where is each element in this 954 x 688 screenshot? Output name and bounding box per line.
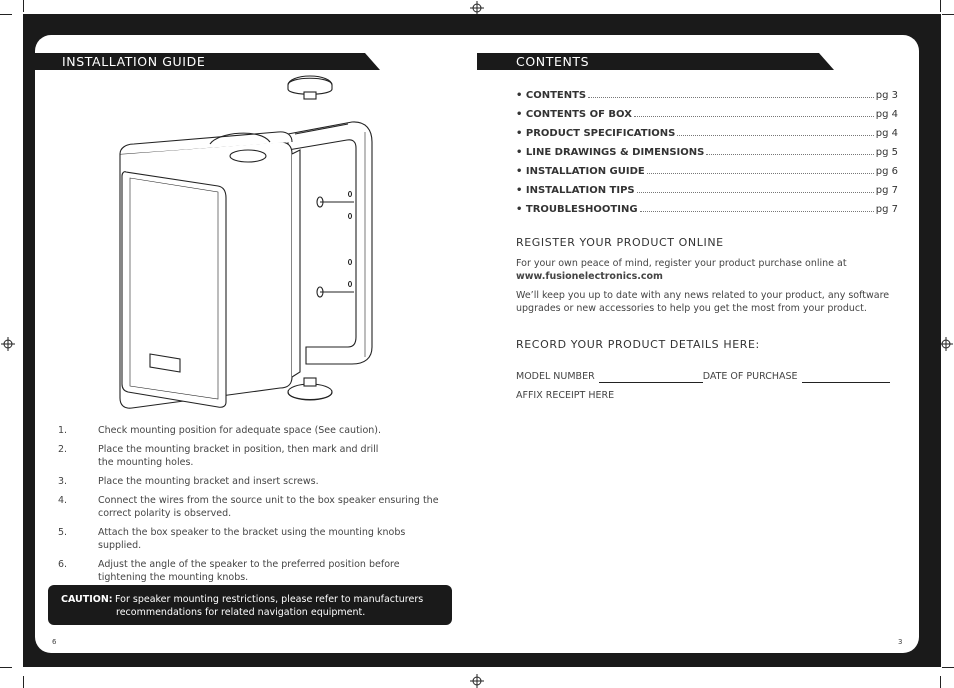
step-text: Place the mounting bracket and insert screws. (98, 476, 319, 487)
toc-page: pg 3 (875, 90, 898, 101)
toc-leader (647, 173, 874, 174)
list-item (58, 558, 443, 584)
step-number: 2. (58, 444, 68, 455)
list-item (58, 475, 443, 488)
toc-page: pg 7 (875, 204, 898, 215)
toc-label: • LINE DRAWINGS & DIMENSIONS (516, 147, 705, 158)
crop-mark (942, 14, 954, 15)
speaker-bracket-illustration (110, 72, 380, 417)
caution-box (48, 585, 452, 625)
step-number: 1. (58, 425, 68, 436)
toc-label: • CONTENTS OF BOX (516, 109, 632, 120)
crop-mark (0, 14, 12, 15)
model-number-field[interactable] (599, 370, 703, 383)
list-item (58, 526, 443, 552)
toc-leader (588, 97, 874, 98)
toc-leader (706, 154, 873, 155)
toc-leader (634, 116, 874, 117)
step-number: 3. (58, 476, 68, 487)
model-number-label: MODEL NUMBER (516, 371, 595, 382)
page-number-left: 6 (52, 638, 57, 646)
toc-entry[interactable] (516, 147, 898, 166)
toc-label: • INSTALLATION GUIDE (516, 166, 645, 177)
page-title: INSTALLATION GUIDE (62, 54, 206, 69)
list-item (58, 424, 443, 437)
affix-receipt-label: AFFIX RECEIPT HERE (516, 390, 615, 401)
toc-leader (640, 211, 874, 212)
step-text: Check mounting position for adequate space (See caution). (98, 425, 382, 436)
date-of-purchase-label: DATE OF PURCHASE (702, 371, 798, 382)
caution-label: CAUTION: (61, 594, 113, 605)
list-item (58, 443, 388, 469)
toc-entry[interactable] (516, 185, 898, 204)
register-info-line-1: We’ll keep you up to date with any news related to your product, any software (516, 290, 890, 301)
caution-text-line-2: recommendations for related navigation equipment. (116, 607, 366, 618)
caution-text-line-1: For speaker mounting restrictions, please refer to manufacturers (115, 594, 424, 605)
toc-page: pg 7 (875, 185, 898, 196)
toc-label: • TROUBLESHOOTING (516, 204, 638, 215)
installation-steps (58, 424, 443, 590)
register-text (516, 257, 906, 315)
crop-mark (940, 676, 941, 688)
toc-label: • PRODUCT SPECIFICATIONS (516, 128, 676, 139)
toc-leader (677, 135, 873, 136)
toc-entry[interactable] (516, 166, 898, 185)
crop-mark (942, 667, 954, 668)
step-number: 5. (58, 527, 68, 538)
record-heading: RECORD YOUR PRODUCT DETAILS HERE: (516, 338, 760, 351)
registration-mark-icon (1, 337, 15, 351)
record-fields (516, 370, 906, 402)
crop-mark (23, 0, 24, 12)
step-number: 6. (58, 559, 68, 570)
step-text: Adjust the angle of the speaker to the preferred position before tightening the mounting knobs. (98, 559, 400, 583)
toc-label: • CONTENTS (516, 90, 587, 101)
toc-page: pg 5 (875, 147, 898, 158)
step-number: 4. (58, 495, 68, 506)
register-heading: REGISTER YOUR PRODUCT ONLINE (516, 236, 724, 249)
registration-mark-icon (939, 337, 953, 351)
toc-leader (637, 192, 874, 193)
registration-mark-icon (470, 1, 484, 15)
register-intro: For your own peace of mind, register your product purchase online at (516, 258, 847, 269)
crop-mark (0, 667, 12, 668)
list-item (58, 494, 443, 520)
step-text: Attach the box speaker to the bracket using the mounting knobs supplied. (98, 527, 406, 551)
crop-mark (23, 676, 24, 688)
toc-page: pg 4 (875, 128, 898, 139)
toc-entry[interactable] (516, 109, 898, 128)
toc-label: • INSTALLATION TIPS (516, 185, 635, 196)
table-of-contents (516, 90, 898, 223)
date-of-purchase-field[interactable] (802, 370, 890, 383)
toc-entry[interactable] (516, 90, 898, 109)
crop-mark (940, 0, 941, 12)
toc-page: pg 4 (875, 109, 898, 120)
toc-entry[interactable] (516, 128, 898, 147)
toc-page: pg 6 (875, 166, 898, 177)
register-info-line-2: upgrades or new accessories to help you get the most from your product. (516, 303, 867, 314)
step-text: Connect the wires from the source unit to the box speaker ensuring the correct polarity is observed. (98, 495, 439, 519)
step-text: Place the mounting bracket in position, then mark and drill the mounting holes. (98, 444, 379, 468)
contents-title: CONTENTS (516, 54, 590, 69)
registration-mark-icon (470, 674, 484, 688)
page-number-right: 3 (898, 638, 903, 646)
toc-entry[interactable] (516, 204, 898, 223)
register-url-link[interactable]: www.fusionelectronics.com (516, 271, 663, 282)
